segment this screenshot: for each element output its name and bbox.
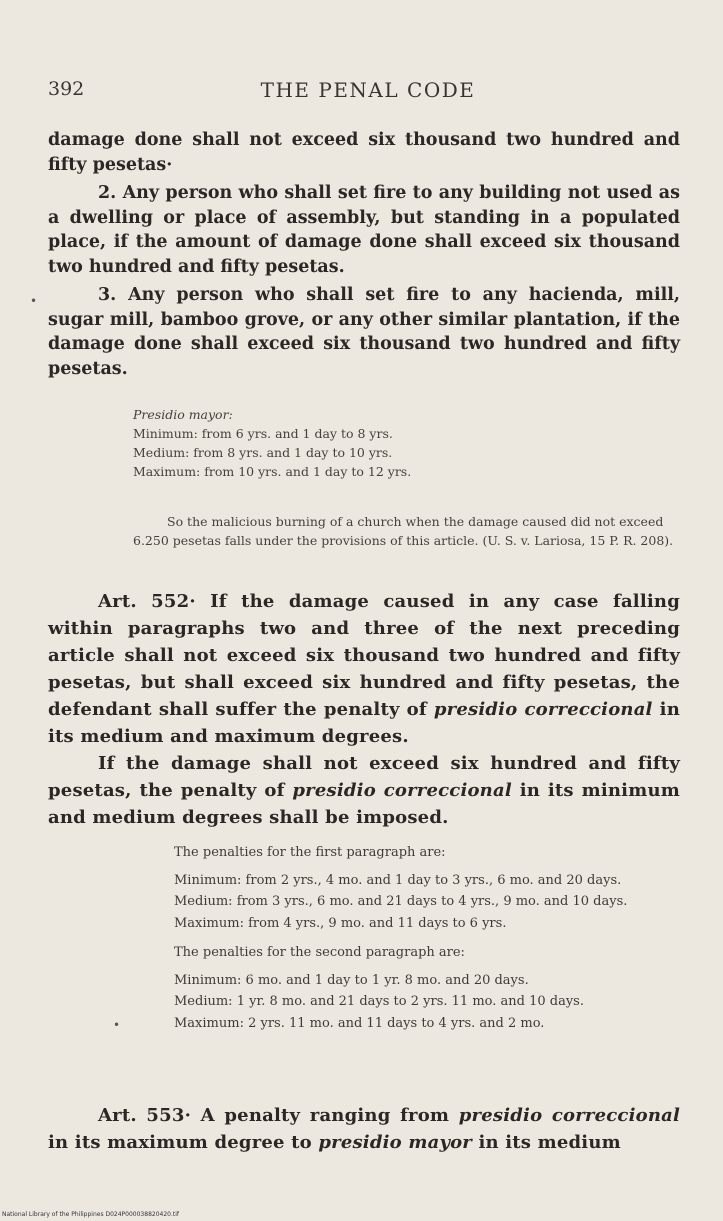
art552-paragraph-1: [48, 588, 680, 750]
section-text: [48, 128, 680, 385]
penalty-heading: Presidio mayor:: [133, 407, 233, 422]
penalty-maximum: Maximum: from 10 yrs. and 1 day to 12 yrs.: [133, 464, 412, 479]
paragraph-3: 3. Any person who shall set fire to any hacienda, mill, sugar mill, bamboo grove, or any other similar plantation, if the damage done shall exceed six thousand two hundred and fifty pesetas.: [48, 285, 680, 379]
page-header: [48, 78, 688, 108]
second-max: Maximum: 2 yrs. 11 mo. and 11 days to 4 yrs. and 2 mo.: [174, 1015, 545, 1031]
art552-text-d: in its minimum and medium degrees shall be imposed.: [48, 780, 680, 828]
art552-text-b: in its medium and maximum degrees.: [48, 699, 680, 747]
paragraph-2: 2. Any person who shall set fire to any building not used as a dwelling or place of assembly, but standing in a populated place, if the amount of damage done shall exceed six thousand two hundred and fifty pesetas.: [48, 183, 680, 277]
first-paragraph-heading: The penalties for the first paragraph are:: [174, 845, 446, 860]
art552-penalty-term-2: presidio correccional: [292, 780, 512, 801]
case-note: [133, 512, 681, 550]
second-paragraph-heading: The penalties for the second paragraph are:: [174, 945, 465, 960]
penalty-table-2: [128, 842, 681, 1034]
case-note-text: So the malicious burning of a church when the damage caused did not exceed 6.250 pesetas falls under the provisions of this article. (U. S. v. Lariosa, 15 P. R. 208).: [133, 514, 674, 548]
scan-footer: National Library of the Philippines D024P000038820420.tif: [2, 1211, 180, 1218]
penalty-medium: Medium: from 8 yrs. and 1 day to 10 yrs.: [133, 445, 393, 460]
art553-term-1: presidio correccional: [458, 1105, 681, 1126]
article-553: [48, 1102, 680, 1156]
art552-penalty-term: presidio correccional: [433, 699, 653, 720]
first-med: Medium: from 3 yrs., 6 mo. and 21 days to 4 yrs., 9 mo. and 10 days.: [174, 894, 628, 909]
stray-mark-2: •: [113, 1018, 121, 1032]
running-title: THE PENAL CODE: [260, 78, 476, 102]
art553-text-b: in its maximum degree to: [48, 1132, 312, 1153]
continued-paragraph: damage done shall not exceed six thousand two hundred and fifty pesetas·: [48, 130, 680, 175]
art552-text-a: Art. 552· If the damage caused in any case falling within paragraphs two and three of the next preceding article shall not exceed six thousand two hundred and fifty pesetas, but shall exceed six hundred and fifty pesetas, the defendant shall suffer the penalty of: [48, 591, 680, 720]
art553-text-c: in its medium: [478, 1132, 621, 1153]
art552-text-c: If the damage shall not exceed six hundred and fifty pesetas, the penalty of: [48, 753, 680, 801]
stray-mark: •: [30, 294, 38, 308]
first-max: Maximum: from 4 yrs., 9 mo. and 11 days to 6 yrs.: [174, 915, 507, 931]
art553-term-2: presidio mayor: [318, 1132, 472, 1153]
art552-paragraph-2: [48, 750, 680, 831]
article-552: [48, 588, 680, 831]
second-med: Medium: 1 yr. 8 mo. and 21 days to 2 yrs. 11 mo. and 10 days.: [174, 994, 584, 1009]
penalty-table-1: [133, 405, 681, 481]
art553-text-a: Art. 553· A penalty ranging from: [98, 1105, 450, 1126]
first-min: Minimum: from 2 yrs., 4 mo. and 1 day to 3 yrs., 6 mo. and 20 days.: [174, 872, 622, 888]
penalty-minimum: Minimum: from 6 yrs. and 1 day to 8 yrs.: [133, 426, 393, 441]
page-number: 392: [48, 78, 85, 100]
second-min: Minimum: 6 mo. and 1 day to 1 yr. 8 mo. and 20 days.: [174, 972, 529, 988]
art553-paragraph: [48, 1102, 680, 1156]
